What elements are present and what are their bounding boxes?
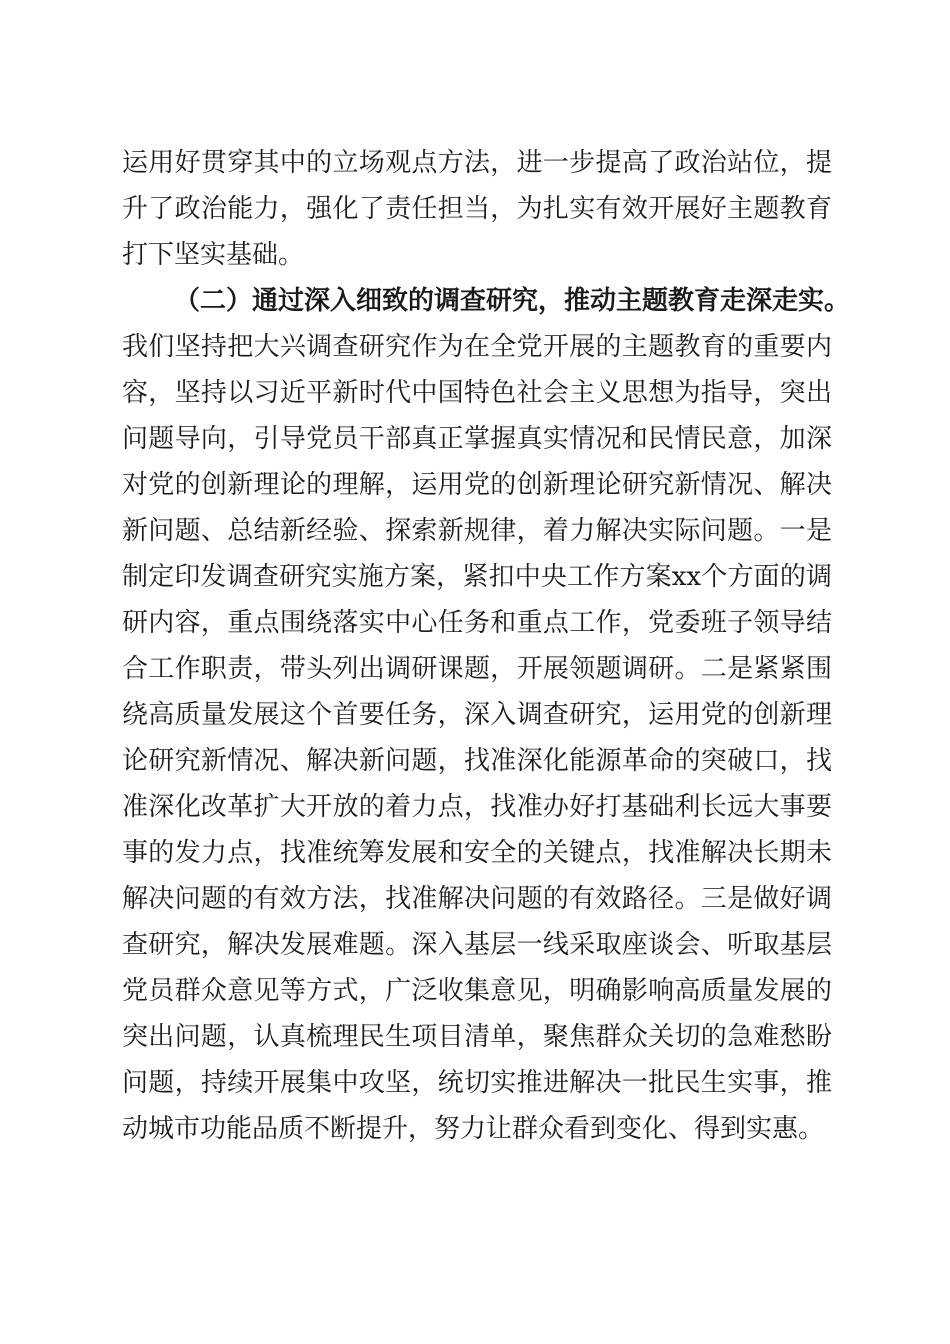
paragraph-line: 升了政治能力，强化了责任担当，为扎实有效开展好主题教育 (122, 194, 832, 224)
paragraph-line: 合工作职责，带头列出调研课题，开展领题调研。二是紧紧围 (122, 654, 832, 684)
paragraph-line: 论研究新情况、解决新问题，找准深化能源革命的突破口，找 (122, 746, 832, 776)
paragraph-line: 动城市功能品质不断提升，努力让群众看到变化、得到实惠。 (122, 1114, 825, 1144)
paragraph-line: 容，坚持以习近平新时代中国特色社会主义思想为指导，突出 (122, 378, 832, 408)
paragraph-line: 打下坚实基础。 (122, 240, 305, 270)
paragraph-line: 解决问题的有效方法，找准解决问题的有效路径。三是做好调 (122, 884, 832, 914)
paragraph-line: 运用好贯穿其中的立场观点方法，进一步提高了政治站位，提 (122, 148, 832, 178)
paragraph-line: 查研究，解决发展难题。深入基层一线采取座谈会、听取基层 (122, 930, 832, 960)
paragraph-line: 我们坚持把大兴调查研究作为在全党开展的主题教育的重要内 (122, 332, 832, 362)
paragraph-line: 问题，持续开展集中攻坚，统切实推进解决一批民生实事，推 (122, 1068, 832, 1098)
paragraph-line: 对党的创新理论的理解，运用党的创新理论研究新情况、解决 (122, 470, 832, 500)
paragraph-line: 问题导向，引导党员干部真正掌握真实情况和民情民意，加深 (122, 424, 832, 454)
paragraph-line: 研内容，重点围绕落实中心任务和重点工作，党委班子领导结 (122, 608, 832, 638)
paragraph-line: 准深化改革扩大开放的着力点，找准办好打基础利长远大事要 (122, 792, 832, 822)
paragraph-line: 事的发力点，找准统筹发展和安全的关键点，找准解决长期未 (122, 838, 832, 868)
paragraph-line: 突出问题，认真梳理民生项目清单，聚焦群众关切的急难愁盼 (122, 1022, 832, 1052)
paragraph-line: 党员群众意见等方式，广泛收集意见，明确影响高质量发展的 (122, 976, 832, 1006)
paragraph-line: 制定印发调查研究实施方案，紧扣中央工作方案xx个方面的调 (122, 562, 832, 592)
section-heading: （二）通过深入细致的调查研究，推动主题教育走深走实。 (174, 286, 851, 316)
paragraph-line: 新问题、总结新经验、探索新规律，着力解决实际问题。一是 (122, 516, 832, 546)
paragraph-line: 绕高质量发展这个首要任务，深入调查研究，运用党的创新理 (122, 700, 832, 730)
